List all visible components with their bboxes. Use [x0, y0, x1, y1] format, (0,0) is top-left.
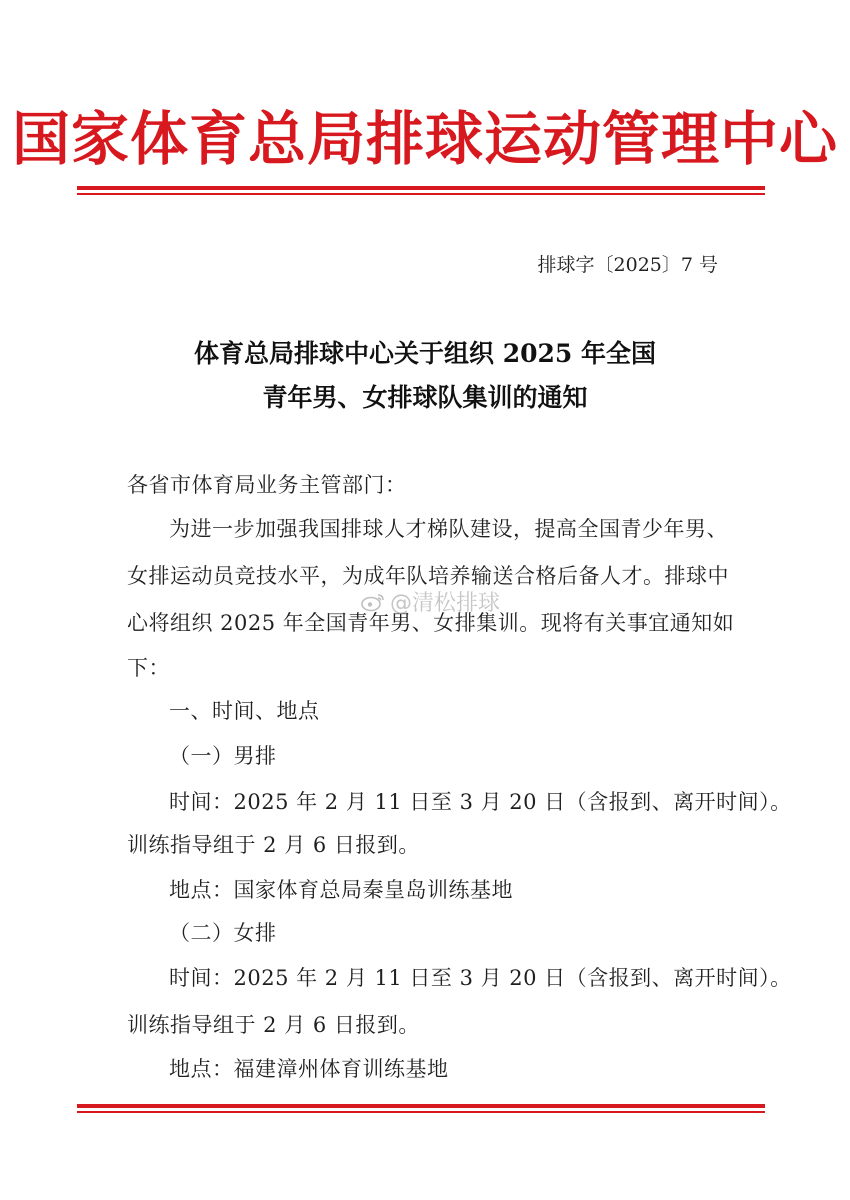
intro-paragraph-line: 下：	[127, 656, 170, 680]
letterhead-rule-thick	[77, 186, 765, 190]
women-report-line: 训练指导组于 2 月 6 日报到。	[127, 1013, 420, 1037]
section-heading-time-location: 一、时间、地点	[169, 699, 320, 723]
intro-paragraph-line: 女排运动员竞技水平，为成年队培养输送合格后备人才。排球中	[127, 564, 729, 588]
footer-rule-thick	[77, 1104, 765, 1108]
women-location: 地点：福建漳州体育训练基地	[169, 1057, 449, 1081]
document-title-line-2: 青年男、女排球队集训的通知	[262, 383, 588, 412]
watermark	[360, 586, 500, 617]
salutation: 各省市体育局业务主管部门：	[127, 473, 407, 497]
document-number: 排球字〔2025〕7 号	[537, 254, 718, 276]
men-time-line: 时间：2025 年 2 月 11 日至 3 月 20 日（含报到、离开时间）。	[169, 790, 792, 814]
document-title-line-1: 体育总局排球中心关于组织 2025 年全国	[194, 339, 656, 368]
letterhead-org-name: 国家体育总局排球运动管理中心	[11, 105, 838, 173]
men-team-heading: （一）男排	[169, 744, 277, 768]
weibo-icon	[360, 592, 386, 612]
men-location: 地点：国家体育总局秦皇岛训练基地	[169, 878, 513, 902]
watermark-text: @清松排球	[390, 591, 501, 616]
letterhead-rule-thin	[77, 193, 765, 195]
footer-rule-thin	[77, 1111, 765, 1113]
men-report-line: 训练指导组于 2 月 6 日报到。	[127, 833, 420, 857]
intro-paragraph-line: 心将组织 2025 年全国青年男、女排集训。现将有关事宜通知如	[127, 611, 735, 635]
women-time-line: 时间：2025 年 2 月 11 日至 3 月 20 日（含报到、离开时间）。	[169, 966, 792, 990]
intro-paragraph-line: 为进一步加强我国排球人才梯队建设，提高全国青少年男、	[169, 517, 728, 541]
women-team-heading: （二）女排	[169, 921, 277, 945]
